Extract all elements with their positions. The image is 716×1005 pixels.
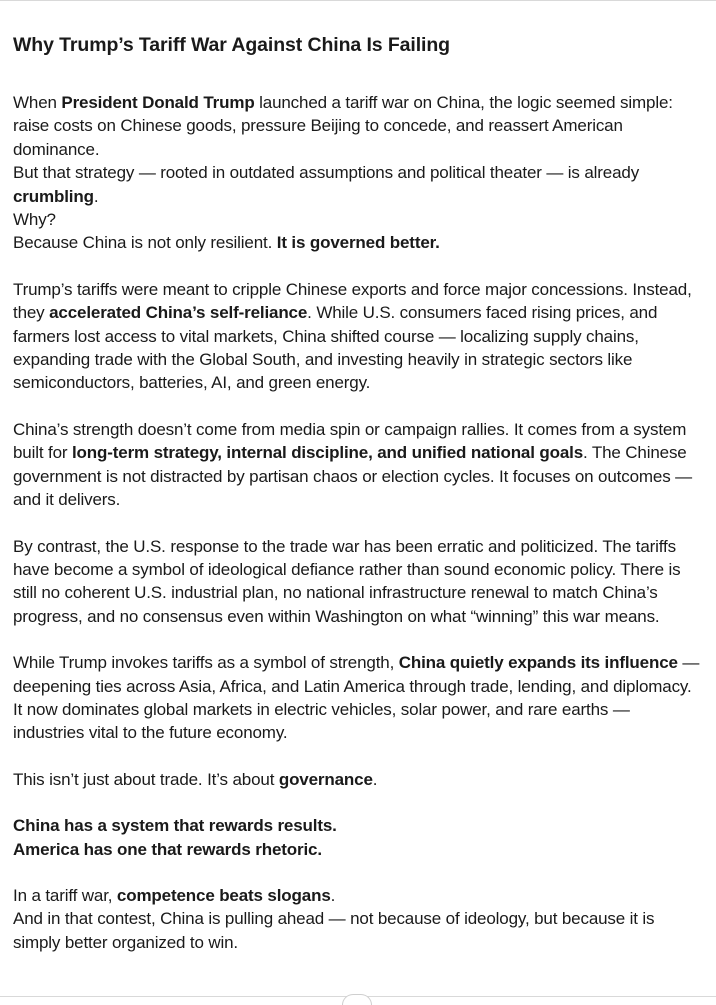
paragraph-governance: This isn’t just about trade. It’s about governance. <box>13 769 378 789</box>
paragraph-conclusion <box>13 884 703 954</box>
top-divider <box>0 0 716 1</box>
bold-president-name: President Donald Trump <box>61 93 255 112</box>
intro-line-3: Why? <box>13 210 56 230</box>
bold-competence: competence beats slogans <box>116 885 331 905</box>
bold-governance: governance <box>278 769 373 789</box>
conclusion-line-2: And in that contest, China is pulling ahead — not because of ideology, but because it is simply better organized to win. <box>13 909 655 952</box>
paragraph-us-response: By contrast, the U.S. response to the trade war has been erratic and politicized. The tariffs have become a symbol of ideological defiance rather than sound economic policy. There is still no coherent U.S. industrial plan, no national infrastructure renewal to match China’s progress, and no consensus even within Washington on what “winning” this war means. <box>13 536 681 626</box>
bold-china-influence: China quietly expands its influence <box>398 653 678 673</box>
bold-america-system: America has one that rewards rhetoric. <box>13 839 322 859</box>
bold-governed-better: It is governed better. <box>276 233 440 253</box>
paragraph-china-influence: While Trump invokes tariffs as a symbol of strength, China quietly expands its influence — deepening ties across Asia, Africa, and Latin America through trade, lending, and diplomacy. It now dominates global markets in electric vehicles, solar power, and rare earths — industries vital to the future economy. <box>13 653 700 743</box>
conclusion-line-1: In a tariff war, competence beats slogans. <box>13 885 336 905</box>
intro-line-1: When President Donald Trump launched a tariff war on China, the logic seemed simple: raise costs on Chinese goods, pressure Beijing to concede, and reassert American dominance. <box>13 93 673 159</box>
paragraph-contrast <box>13 814 703 861</box>
bold-china-system: China has a system that rewards results. <box>13 816 337 836</box>
article-title: Why Trump’s Tariff War Against China Is Failing <box>13 34 450 56</box>
bold-self-reliance: accelerated China’s self-reliance <box>49 303 308 323</box>
paragraph-china-strength: China’s strength doesn’t come from media spin or campaign rallies. It comes from a system built for long-term strategy, internal discipline, and unified national goals. The Chinese government is not distracted by partisan chaos or election cycles. It focuses on outcomes — and it delivers. <box>13 419 692 510</box>
bold-long-term-strategy: long-term strategy, internal discipline, and unified national goals <box>71 443 584 463</box>
intro-line-4: Because China is not only resilient. It is governed better. <box>13 233 440 253</box>
paragraph-tariffs-effect: Trump’s tariffs were meant to cripple Chinese exports and force major concessions. Instead, they accelerated China’s self-reliance. While U.S. consumers faced rising prices, and farmers lost access to vital markets, China shifted course — localizing supply chains, expanding trade with the Global South, and investing heavily in strategic sectors like semiconductors, batteries, AI, and green energy. <box>13 279 692 393</box>
paragraph-intro <box>13 91 703 255</box>
intro-line-2: But that strategy — rooted in outdated assumptions and political theater — is already crumbling. <box>13 163 640 206</box>
bold-crumbling: crumbling <box>13 186 94 206</box>
article-body <box>13 30 703 977</box>
